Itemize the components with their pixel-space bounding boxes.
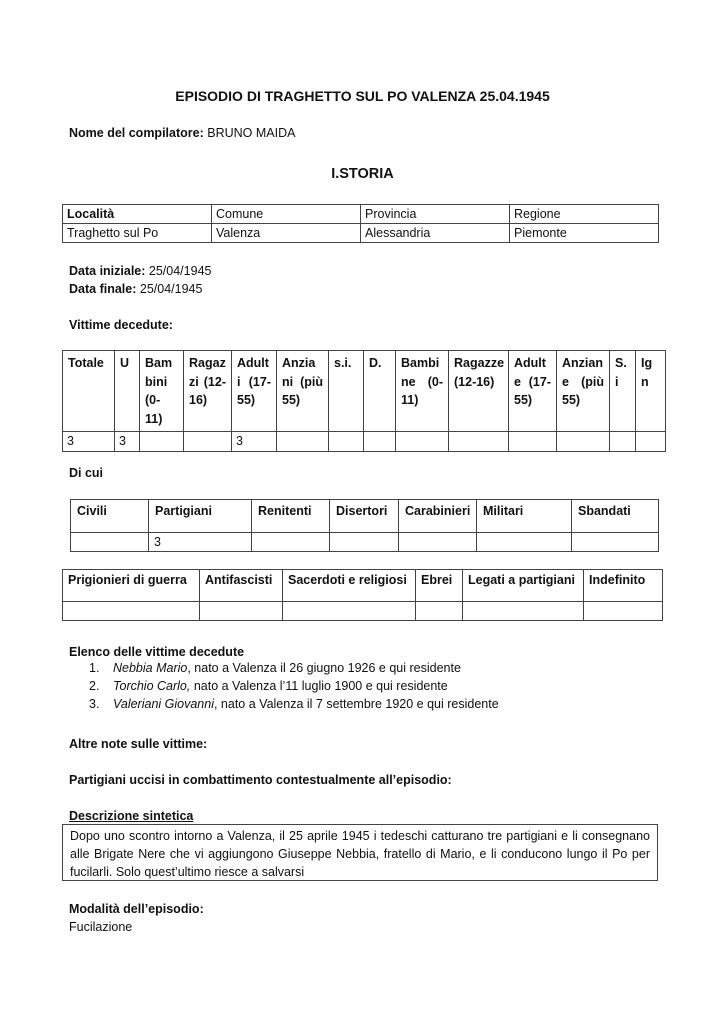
start-date-value: 25/04/1945 bbox=[148, 264, 212, 278]
victims-header-cell: Anzia ni (più 55) bbox=[277, 351, 329, 432]
dicui-value-cell bbox=[252, 533, 330, 552]
location-header-cell: Provincia bbox=[361, 205, 510, 224]
description-box: Dopo uno scontro intorno a Valenza, il 25 aprile 1945 i tedeschi catturano tre partigiani e li consegnano alle Brigate Nere che vi aggiungono Giuseppe Nebbia, fratello di Mario, e li conducono lungo il Po per fucilarli. Solo quest’ultimo riesce a salvarsi bbox=[62, 824, 658, 881]
victims-value-cell bbox=[277, 432, 329, 452]
victim-details: , nato a Valenza il 7 settembre 1920 e qui residente bbox=[213, 697, 499, 711]
list-item bbox=[69, 677, 499, 695]
prisoners-header-cell: Prigionieri di guerra bbox=[63, 570, 200, 602]
victims-header-cell: Anzian e (più 55) bbox=[557, 351, 610, 432]
prisoners-header-cell: Antifascisti bbox=[200, 570, 283, 602]
location-value-cell: Alessandria bbox=[361, 224, 510, 243]
start-date-line bbox=[69, 262, 211, 280]
section-title: I.STORIA bbox=[331, 166, 394, 182]
dicui-table bbox=[70, 499, 659, 552]
modality-label: Modalità dell’episodio: bbox=[69, 902, 204, 916]
victim-details: nato a Valenza l’11 luglio 1900 e qui residente bbox=[190, 679, 448, 693]
dicui-label: Di cui bbox=[69, 466, 104, 480]
compiler-label: Nome del compilatore: bbox=[69, 126, 204, 140]
dicui-header-cell: Sbandati bbox=[572, 500, 659, 533]
prisoners-value-cell bbox=[584, 602, 663, 621]
list-item-number: 2. bbox=[89, 679, 100, 693]
victims-header-cell: Adult e (17- 55) bbox=[509, 351, 557, 432]
victims-value-cell bbox=[610, 432, 636, 452]
victims-value-row bbox=[63, 432, 666, 452]
dicui-value-cell bbox=[399, 533, 477, 552]
location-table bbox=[62, 204, 659, 243]
victim-name: Torchio Carlo, bbox=[113, 679, 191, 693]
location-header-cell: Località bbox=[63, 205, 212, 224]
victims-value-cell bbox=[636, 432, 666, 452]
victims-value-cell bbox=[329, 432, 364, 452]
victims-value-cell bbox=[396, 432, 449, 452]
victims-list-label: Elenco delle vittime decedute bbox=[69, 645, 245, 659]
victims-value-cell bbox=[509, 432, 557, 452]
prisoners-value-cell bbox=[63, 602, 200, 621]
list-item-number: 3. bbox=[89, 697, 100, 711]
end-date-value: 25/04/1945 bbox=[139, 282, 203, 296]
dicui-value-cell bbox=[71, 533, 149, 552]
list-item-number: 1. bbox=[89, 661, 100, 675]
dicui-header-cell: Disertori bbox=[330, 500, 399, 533]
dicui-header-cell: Renitenti bbox=[252, 500, 330, 533]
prisoners-value-row bbox=[63, 602, 663, 621]
victims-label: Vittime decedute: bbox=[69, 318, 173, 332]
location-header-cell: Regione bbox=[510, 205, 659, 224]
victims-value-cell bbox=[364, 432, 396, 452]
partisans-label: Partigiani uccisi in combattimento contestualmente all’episodio: bbox=[69, 773, 452, 787]
prisoners-value-cell bbox=[416, 602, 463, 621]
dicui-value-cell: 3 bbox=[149, 533, 252, 552]
victims-header-cell: U bbox=[115, 351, 140, 432]
list-item bbox=[69, 659, 499, 677]
prisoners-value-cell bbox=[283, 602, 416, 621]
victims-header-row bbox=[63, 351, 666, 432]
victims-value-cell bbox=[140, 432, 184, 452]
compiler-value: BRUNO MAIDA bbox=[207, 126, 296, 140]
victims-header-cell: Bambi ne (0- 11) bbox=[396, 351, 449, 432]
victims-list bbox=[69, 659, 499, 713]
victims-header-cell: Bam bini (0- 11) bbox=[140, 351, 184, 432]
location-value-cell: Traghetto sul Po bbox=[63, 224, 212, 243]
victims-value-cell bbox=[184, 432, 232, 452]
victim-name: Nebbia Mario bbox=[113, 661, 188, 675]
start-date-label: Data iniziale: bbox=[69, 264, 146, 278]
victims-value-cell bbox=[557, 432, 610, 452]
victims-header-cell: Ig n bbox=[636, 351, 666, 432]
dicui-header-cell: Militari bbox=[477, 500, 572, 533]
victims-header-cell: Adult i (17- 55) bbox=[232, 351, 277, 432]
prisoners-value-cell bbox=[200, 602, 283, 621]
prisoners-value-cell bbox=[463, 602, 584, 621]
victims-header-cell: Ragazze (12-16) bbox=[449, 351, 509, 432]
end-date-label: Data finale: bbox=[69, 282, 137, 296]
location-value-row bbox=[63, 224, 659, 243]
victims-header-cell: S. i bbox=[610, 351, 636, 432]
dicui-value-cell bbox=[572, 533, 659, 552]
victims-table bbox=[62, 350, 666, 452]
compiler-line bbox=[69, 126, 295, 140]
victims-value-cell: 3 bbox=[115, 432, 140, 452]
victim-name: Valeriani Giovanni bbox=[113, 697, 214, 711]
victims-header-cell: Ragaz zi (12- 16) bbox=[184, 351, 232, 432]
victims-value-cell bbox=[449, 432, 509, 452]
victims-value-cell: 3 bbox=[63, 432, 115, 452]
dicui-header-cell: Partigiani bbox=[149, 500, 252, 533]
location-value-cell: Valenza bbox=[212, 224, 361, 243]
dicui-value-row bbox=[71, 533, 659, 552]
prisoners-table bbox=[62, 569, 663, 621]
victims-header-cell: Totale bbox=[63, 351, 115, 432]
dicui-value-cell bbox=[477, 533, 572, 552]
document-title: EPISODIO DI TRAGHETTO SUL PO VALENZA 25.04.1945 bbox=[175, 88, 550, 104]
dicui-value-cell bbox=[330, 533, 399, 552]
victims-value-cell: 3 bbox=[232, 432, 277, 452]
victim-details: , nato a Valenza il 26 giugno 1926 e qui residente bbox=[187, 661, 461, 675]
end-date-line bbox=[69, 280, 202, 298]
other-notes-label: Altre note sulle vittime: bbox=[69, 737, 208, 751]
prisoners-header-cell: Sacerdoti e religiosi bbox=[283, 570, 416, 602]
dicui-header-row bbox=[71, 500, 659, 533]
victims-header-cell: D. bbox=[364, 351, 396, 432]
dicui-header-cell: Civili bbox=[71, 500, 149, 533]
victims-header-cell: s.i. bbox=[329, 351, 364, 432]
modality-value: Fucilazione bbox=[69, 920, 133, 934]
location-value-cell: Piemonte bbox=[510, 224, 659, 243]
prisoners-header-cell: Ebrei bbox=[416, 570, 463, 602]
prisoners-header-row bbox=[63, 570, 663, 602]
prisoners-header-cell: Indefinito bbox=[584, 570, 663, 602]
prisoners-header-cell: Legati a partigiani bbox=[463, 570, 584, 602]
description-label: Descrizione sintetica bbox=[69, 809, 194, 823]
location-header-row bbox=[63, 205, 659, 224]
location-header-cell: Comune bbox=[212, 205, 361, 224]
dicui-header-cell: Carabinieri bbox=[399, 500, 477, 533]
list-item bbox=[69, 695, 499, 713]
